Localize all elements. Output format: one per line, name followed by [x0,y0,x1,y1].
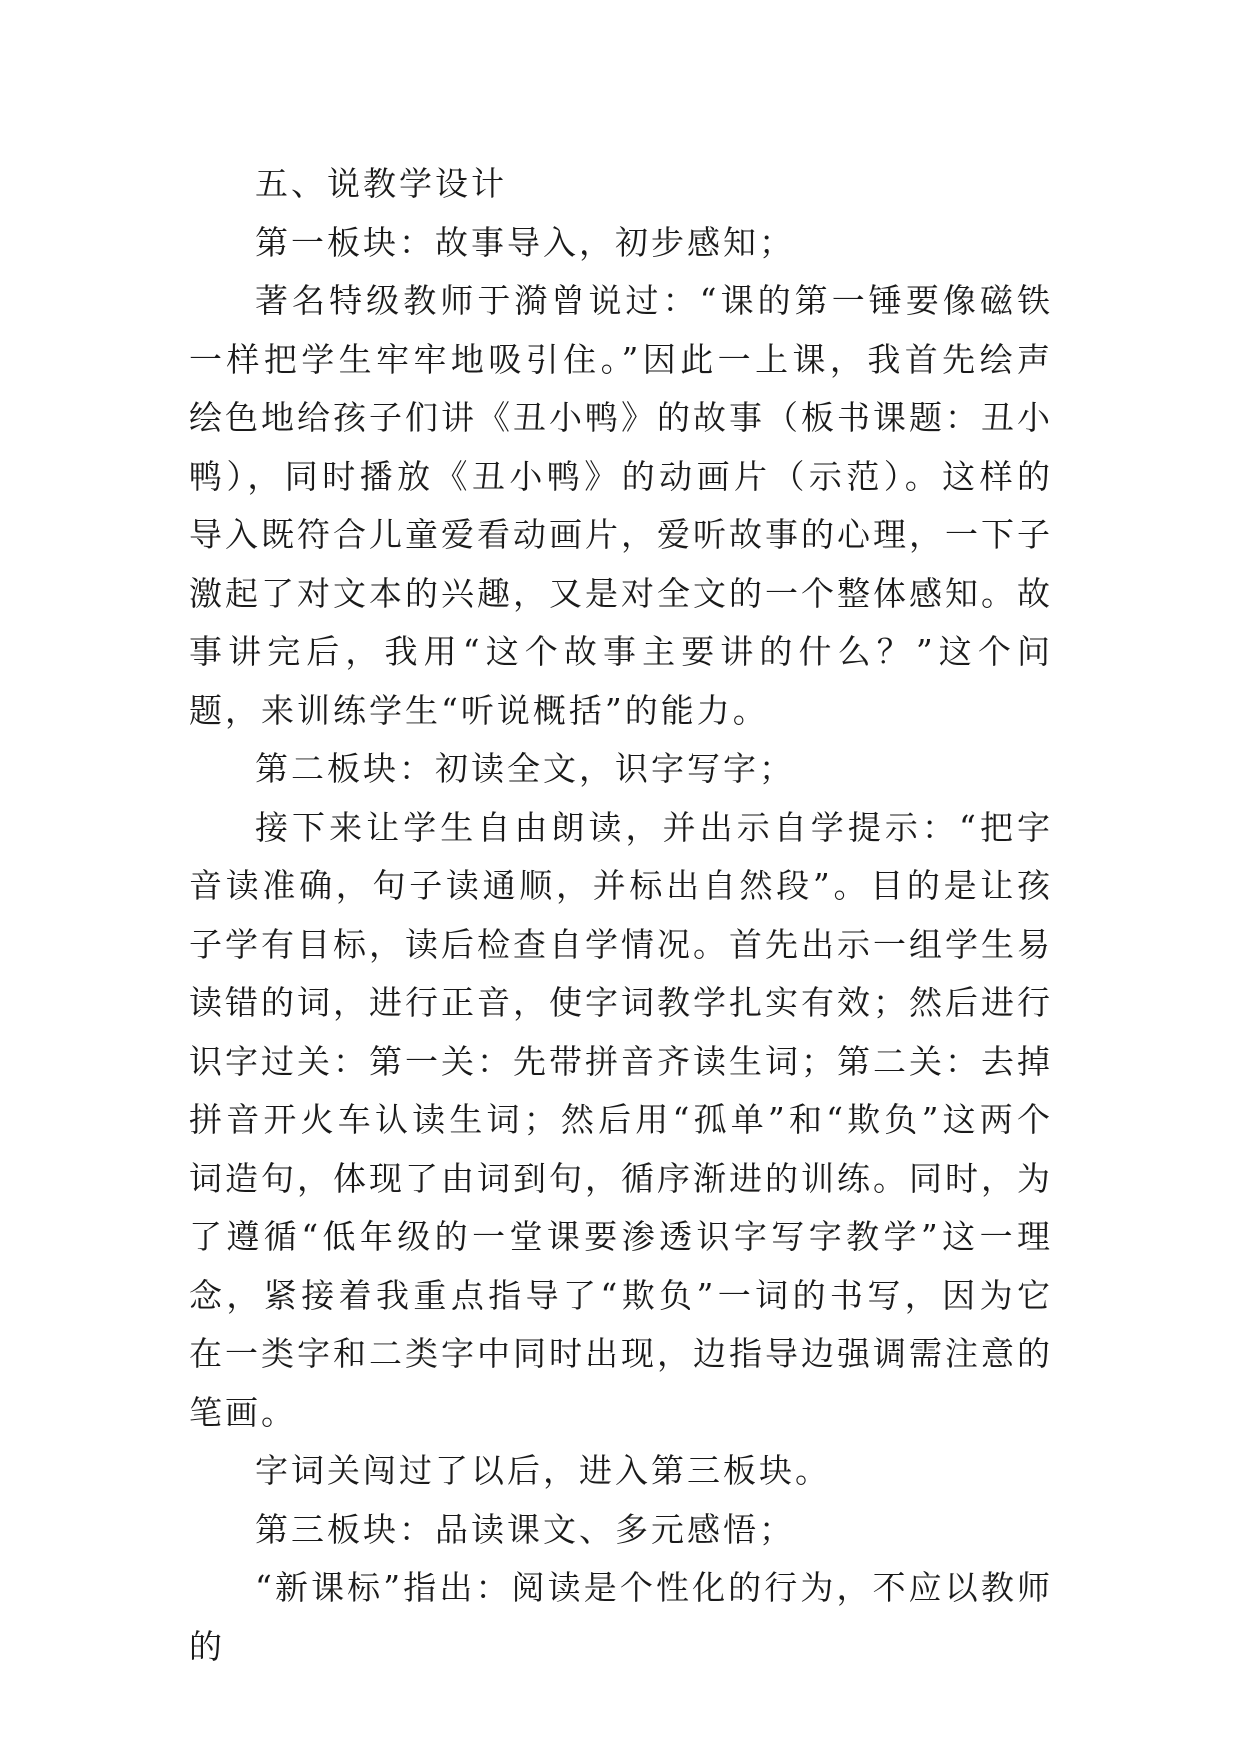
block-one-heading: 第一板块：故事导入，初步感知； [255,222,795,262]
section-heading: 五、说教学设计 [255,164,507,203]
block-three-paragraph: “新课标”指出：阅读是个性化的行为，不应以教师的 [189,1568,1053,1666]
block-two-paragraph: 接下来让学生自由朗读，并出示自学提示：“把字音读准确，句子读通顺，并标出自然段”。目的是让孩子学有目标，读后检查自学情况。首先出示一组学生易读错的词，进行正音，使字词教学扎实有效；然后进行识字过关：第一关：先带拼音齐读生词；第二关：去掉拼音开火车认读生词；然后用“孤单”和“欺负”这两个词造句，体现了由词到句，循序渐进的训练。同时，为了遵循“低年级的一堂课要渗透识字写字教学”这一理念，紧接着我重点指导了“欺负”一词的书写，因为它在一类字和二类字中同时出现，边指导边强调需注意的笔画。 [189,807,1053,1432]
block-three-heading: 第三板块：品读课文、多元感悟； [255,1509,795,1549]
block-two-heading: 第二板块：初读全文，识字写字； [255,749,795,788]
document-body [189,155,1053,1676]
block-one-paragraph: 著名特级教师于漪曾说过：“课的第一锤要像磁铁一样把学生牢牢地吸引住。”因此一上课，我首先绘声绘色地给孩子们讲《丑小鸭》的故事（板书课题：丑小鸭），同时播放《丑小鸭》的动画片（示范）。这样的导入既符合儿童爱看动画片，爱听故事的心理，一下子激起了对文本的兴趣，又是对全文的一个整体感知。故事讲完后，我用“这个故事主要讲的什么？”这个问题，来训练学生“听说概括”的能力。 [189,281,1053,730]
transition-paragraph: 字词关闯过了以后，进入第三板块。 [255,1451,831,1490]
